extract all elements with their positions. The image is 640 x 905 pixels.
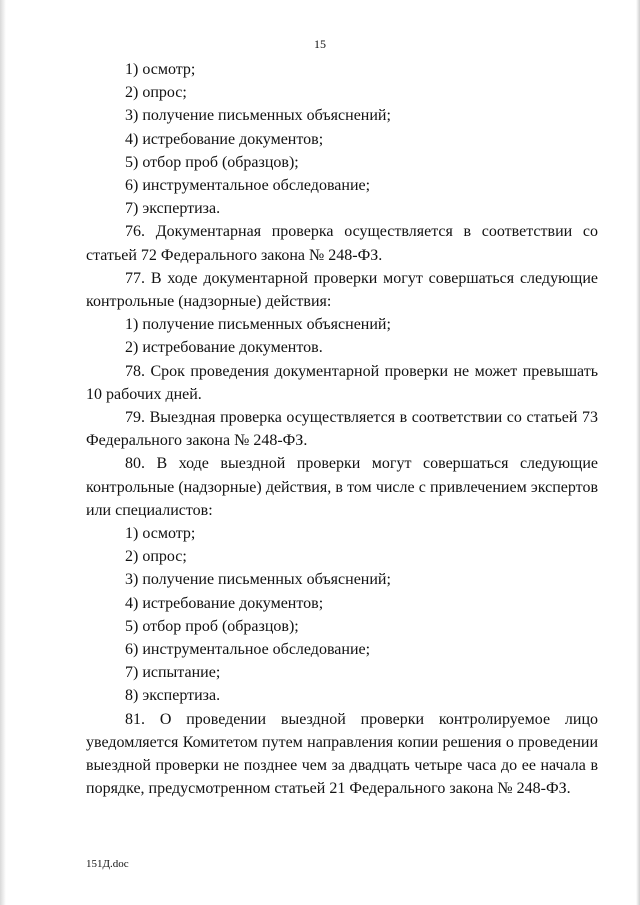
list-item: 4) истребование документов; [125,130,324,148]
list-item: 2) опрос; [125,84,187,102]
document-body [86,58,598,801]
paragraph-78: 78. Срок проведения документарной проверки не может превышать 10 рабочих дней. [86,362,598,403]
scan-edge-right [636,0,640,905]
list-item: 1) получение письменных объяснений; [125,316,391,334]
paragraph-80: 80. В ходе выездной проверки могут совершаться следующие контрольные (надзорные) действия, в том числе с привлечением экспертов или специалистов: [86,455,598,519]
list-item: 2) истребование документов. [125,339,323,357]
list-item: 4) истребование документов; [125,594,324,612]
paragraph-76: 76. Документарная проверка осуществляется в соответствии со статьей 72 Федерального закона № 248-ФЗ. [86,223,598,264]
list-item: 1) осмотр; [125,525,196,543]
list-item: 7) экспертиза. [125,200,221,218]
list-item: 5) отбор проб (образцов); [125,617,299,635]
list-item: 3) получение письменных объяснений; [125,571,391,589]
scan-edge-left [0,0,6,905]
list-item: 8) экспертиза. [125,687,221,705]
list-item: 5) отбор проб (образцов); [125,153,299,171]
list-item: 1) осмотр; [125,61,196,78]
page-number: 15 [314,37,326,51]
paragraph-79: 79. Выездная проверка осуществляется в соответствии со статьей 73 Федерального закона № 248-ФЗ. [86,409,598,450]
list-item: 3) получение письменных объяснений; [125,107,391,125]
paragraph-81: 81. О проведении выездной проверки контролируемое лицо уведомляется Комитетом путем направления копии решения о проведении выездной проверки не позднее чем за двадцать четыре часа до ее начала в порядке, предусмотренном статьей 21 Федерального закона № 248-ФЗ. [86,710,598,798]
list-item: 6) инструментальное обследование; [125,177,371,195]
list-item: 2) опрос; [125,548,187,566]
file-name-footer: 151Д.doc [86,858,129,870]
list-item: 7) испытание; [125,664,221,682]
paragraph-77: 77. В ходе документарной проверки могут совершаться следующие контрольные (надзорные) действия: [86,269,598,311]
list-item: 6) инструментальное обследование; [125,641,371,659]
